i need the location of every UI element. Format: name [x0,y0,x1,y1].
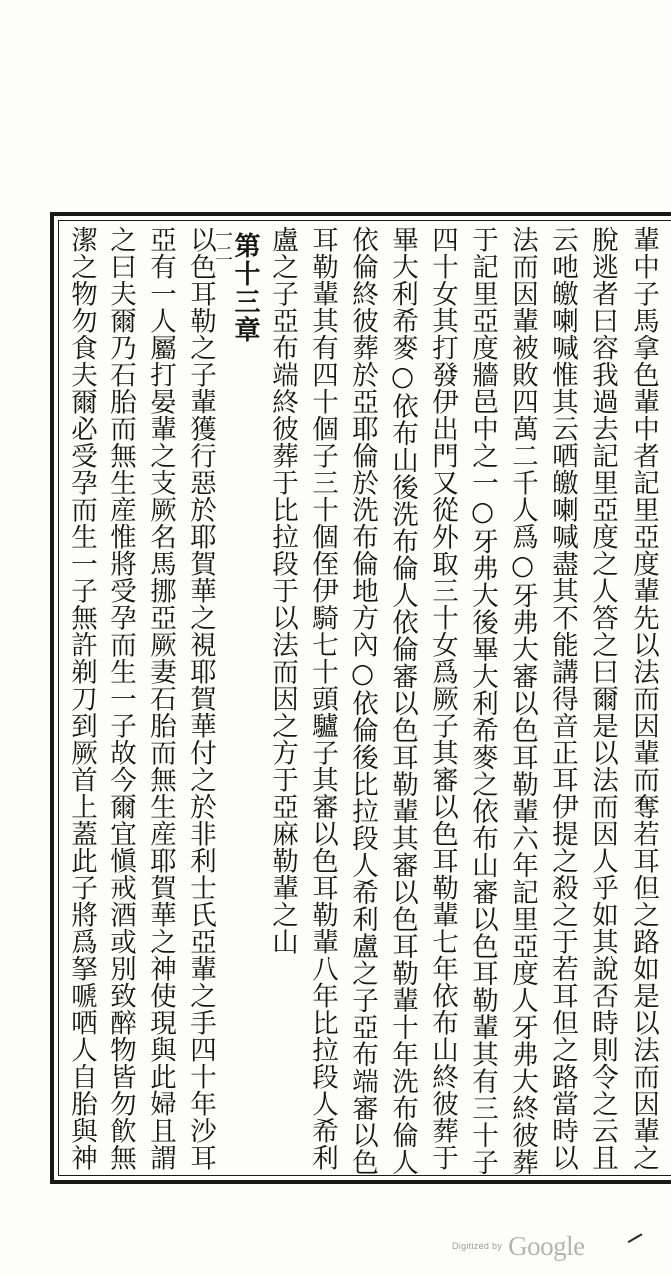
text-column-9: 耳勒輩其有四十個子三十個侄伊騎七十頭驢子其審以色耳勒輩八年比拉段人希利 [307,226,338,1171]
google-logo: Google [508,1230,585,1261]
text-column-7: 畢大利希麥○依布山後洗布倫人依倫審以色耳勒輩其審以色耳勒輩十年洗布倫人 [387,226,418,1176]
digitized-by-text: Digitized by [452,1241,503,1251]
text-column-11: 以色耳勒之子輩獲行惡於耶賀華之視耶賀華付之於非利士氏亞輩之手四十年沙耳 [185,226,216,1171]
text-column-13: 之曰夫爾乃石胎而無生産惟將受孕而生一子故今爾宜愼戒酒或別致醉物皆勿飮無 [105,226,136,1171]
text-column-14: 潔之物勿食夫爾必受孕而生一子無許剃刀到厥首上蓋此子將爲拏嗁哂人自胎與神 [66,226,97,1171]
digitized-watermark [452,1228,637,1264]
text-column-2: 脫逃者曰容我過去記里亞度之人答之曰爾是以法而因人乎如其說否時則令之云且 [587,226,618,1171]
text-column-12: 亞有一人屬打晏輩之支厥名馬挪亞厥妻石胎而無生産耶賀華之神使現與此婦且謂 [145,226,176,1171]
text-column-10: 盧之子亞布端終彼葬于比拉段于以法而因之方于亞麻勒輩之山 [267,226,298,955]
text-column-6: 四十女其打發伊出門又從外取三十女爲厥子其審以色耳勒輩七年依布山終彼葬于 [427,226,458,1171]
text-column-3: 云吔皦喇喊惟其云哂皦喇喊盡其不能講得音正耳伊提之殺之于若耳但之路當時以 [547,226,578,1171]
text-column-4: 法而因輩被敗四萬二千人爲○牙弗大審以色耳勒輩六年記里亞度人牙弗大終彼葬 [507,226,538,1176]
text-column-5: 于記里亞度牆邑中之一○牙弗大後畢大利希麥之依布山審以色耳勒輩其有三十子 [467,226,498,1176]
chapter-heading: 第十三章 [230,232,260,344]
text-column-8: 依倫終彼葬於亞耶倫於洗布倫地方內○依倫後比拉段人希利盧之子亞布端審以色 [347,226,378,1176]
text-column-1: 輩中子馬拿色輩中者記里亞度輩先以法而因輩而奪若耳但之路如是以法而因輩之 [628,226,659,1171]
side-marker: 一二 [212,226,233,262]
